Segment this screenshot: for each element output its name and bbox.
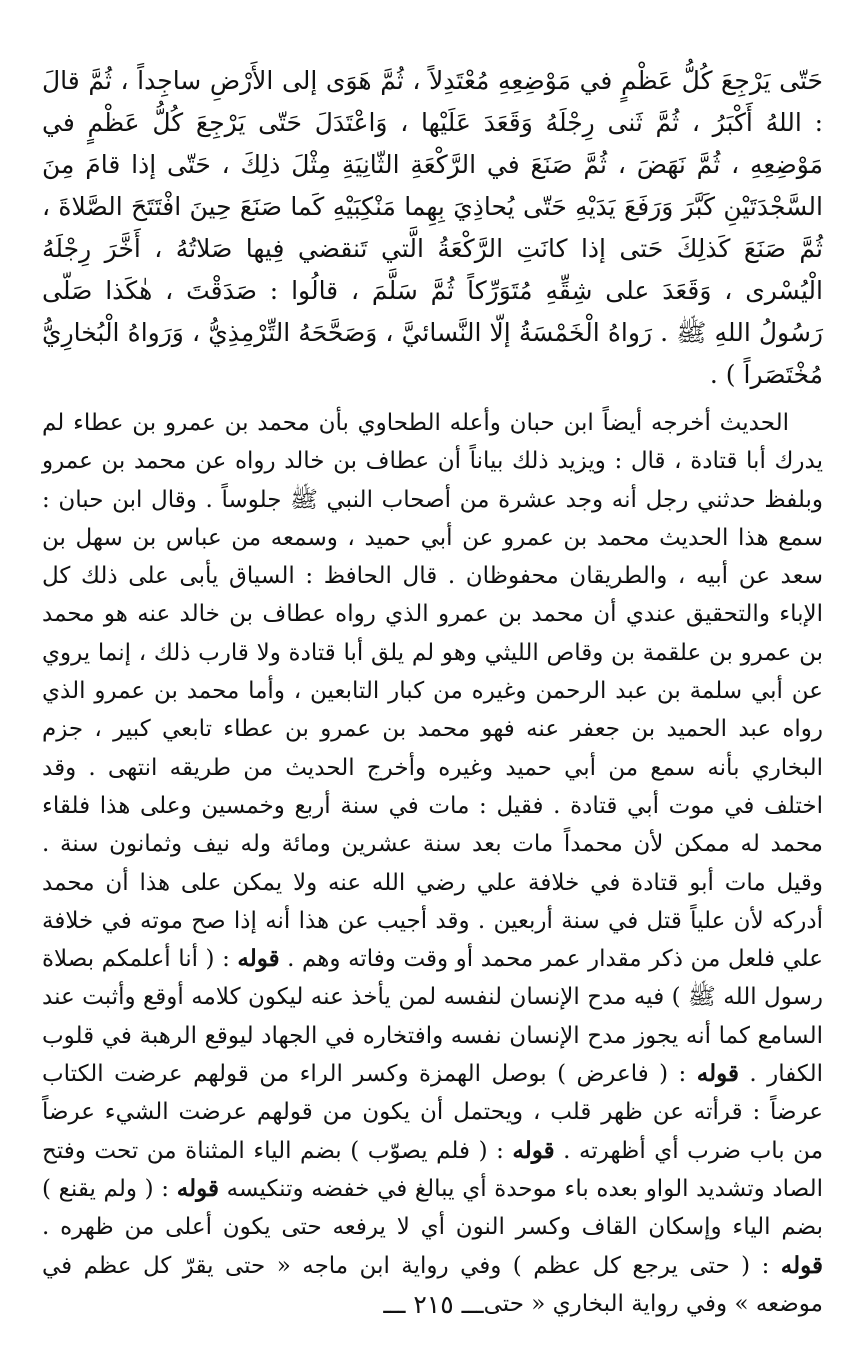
term-qawluhu-1: قوله [237, 945, 280, 973]
hadith-text: حَتّى يَرْجِعَ كُلُّ عَظْمٍ في مَوْضِعِهِ مُعْتَدِلاً ، ثُمَّ هَوَى إلى الأَرْضِ ساجِداً ، ثُمَّ قالَ : اللهُ أَكْبَرُ ، ثُمَّ ثَنى رِجْلَهُ وَقَعَدَ عَلَيْها ، وَاعْتَدَلَ حَتّى يَرْجِعَ كُلُّ عَظْمٍ في مَوْضِعِهِ ، ثُمَّ نَهَضَ ، ثُمَّ صَنَعَ في الرَّكْعَةِ الثّانِيَةِ مِثْلَ ذلِكَ ، حَتّى إذا قامَ مِنَ السَّجْدَتَيْنِ كَبَّرَ وَرَفَعَ يَدَيْهِ حَتّى يُحاذِيَ بِهِما مَنْكِبَيْهِ كَما صَنَعَ حِينَ افْتَتَحَ الصَّلاةَ ، ثُمَّ صَنَعَ كَذلِكَ حَتى إذا كانَتِ الرَّكْعَةُ الَّتي تَنقضي فِيها صَلاتُهُ ، أَخَّرَ رِجْلَهُ الْيُسْرى ، وَقَعَدَ على شِقِّهِ مُتَوَرِّكاً ثُمَّ سَلَّمَ ، قالُوا : صَدَقْتَ ، هٰكَذا صَلّى رَسُولُ اللهِ ﷺ . رَواهُ الْخَمْسَةُ إلّا النَّسائيَّ ، وَصَحَّحَهُ التِّرْمِذِيُّ ، وَرَواهُ الْبُخارِيُّ مُخْتَصَراً ) . [42, 66, 823, 389]
term-qawluhu-5: قوله [780, 1251, 823, 1279]
commentary-paragraph-1: الحديث أخرجه أيضاً ابن حبان وأعله الطحاوي بأن محمد بن عمرو بن عطاء لم يدرك أبا قتادة ، قال : ويزيد ذلك بياناً أن عطاف بن خالد رواه عن محمد بن عمرو وبلفظ حدثني رجل أنه وجد عشرة من أصحاب النبي ﷺ جلوساً . وقال ابن حبان : سمع هذا الحديث محمد بن عمرو عن أبي حميد ، وسمعه من عباس بن سهل بن سعد عن أبيه ، والطريقان محفوظان . قال الحافظ : السياق يأبى على ذلك كل الإباء والتحقيق عندي أن محمد بن عمرو الذي رواه عطاف بن خالد عنه هو محمد بن عمرو بن علقمة بن وقاص الليثي وهو لم يلق أبا قتادة ولا قارب ذلك ، إنما يروي عن أبي سلمة بن عبد الرحمن وغيره من كبار التابعين ، وأما محمد بن عمرو الذي رواه عبد الحميد بن جعفر عنه فهو محمد بن عمرو بن عطاء تابعي كبير ، جزم البخاري بأنه سمع من أبي حميد وغيره وأخرج الحديث من طريقه انتهى . وقد اختلف في موت أبي قتادة . فقيل : مات في سنة أربع وخمسين وعلى هذا فلقاء محمد له ممكن لأن محمداً مات بعد سنة عشرين ومائة وله نيف وثمانون سنة . وقيل مات أبو قتادة في خلافة علي رضي الله عنه ولا يمكن على هذا أن محمد أدركه لأن علياً قتل في سنة أربعين . وقد أجيب عن هذا أنه إذا صح موته في خلافة علي فلعل من ذكر مقدار عمر محمد أو وقت وفاته وهم . [42, 410, 824, 973]
commentary-paragraph-5: : ( ولم يقنع ) بضم الياء وإسكان القاف وكسر النون أي لا يرفعه حتى يكون أعلى من ظهره . [42, 1175, 823, 1241]
term-qawluhu-2: قوله [696, 1060, 739, 1088]
term-qawluhu-3: قوله [512, 1136, 555, 1164]
commentary-paragraph-2: : ( أنا أعلمكم بصلاة رسول الله ﷺ ) فيه مدح الإنسان لنفسه لمن يأخذ عنه ليكون كلامه أوقع وأثبت عند السامع كما أنه يجوز مدح الإنسان نفسه وافتخاره في الجهاد ليوقع الرهبة في قلوب الكفار . [42, 946, 823, 1088]
commentary-paragraph-3: : ( فاعرض ) بوصل الهمزة وكسر الراء من قولهم عرضت الكتاب عرضاً : قرأته عن ظهر قلب ، ويحتمل أن يكون من قولهم عرضت الشيء عرضاً من باب ضرب أي أظهرته . [42, 1061, 824, 1164]
commentary-paragraph-6: : ( حتى يرجع كل عظم ) وفي رواية ابن ماجه « حتى يقرّ كل عظم في موضعه » وفي رواية البخاري « حتى [42, 1252, 823, 1317]
term-qawluhu-4: قوله [176, 1174, 219, 1202]
page-number: ـــ ٢١٥ ـــ [383, 1290, 484, 1319]
commentary-paragraph-4: : ( فلم يصوّب ) بضم الياء المثناة من تحت وفتح الصاد وتشديد الواو بعده باء موحدة أي يبالغ في خفضه وتنكيسه [42, 1137, 824, 1202]
commentary-text [42, 396, 823, 1323]
